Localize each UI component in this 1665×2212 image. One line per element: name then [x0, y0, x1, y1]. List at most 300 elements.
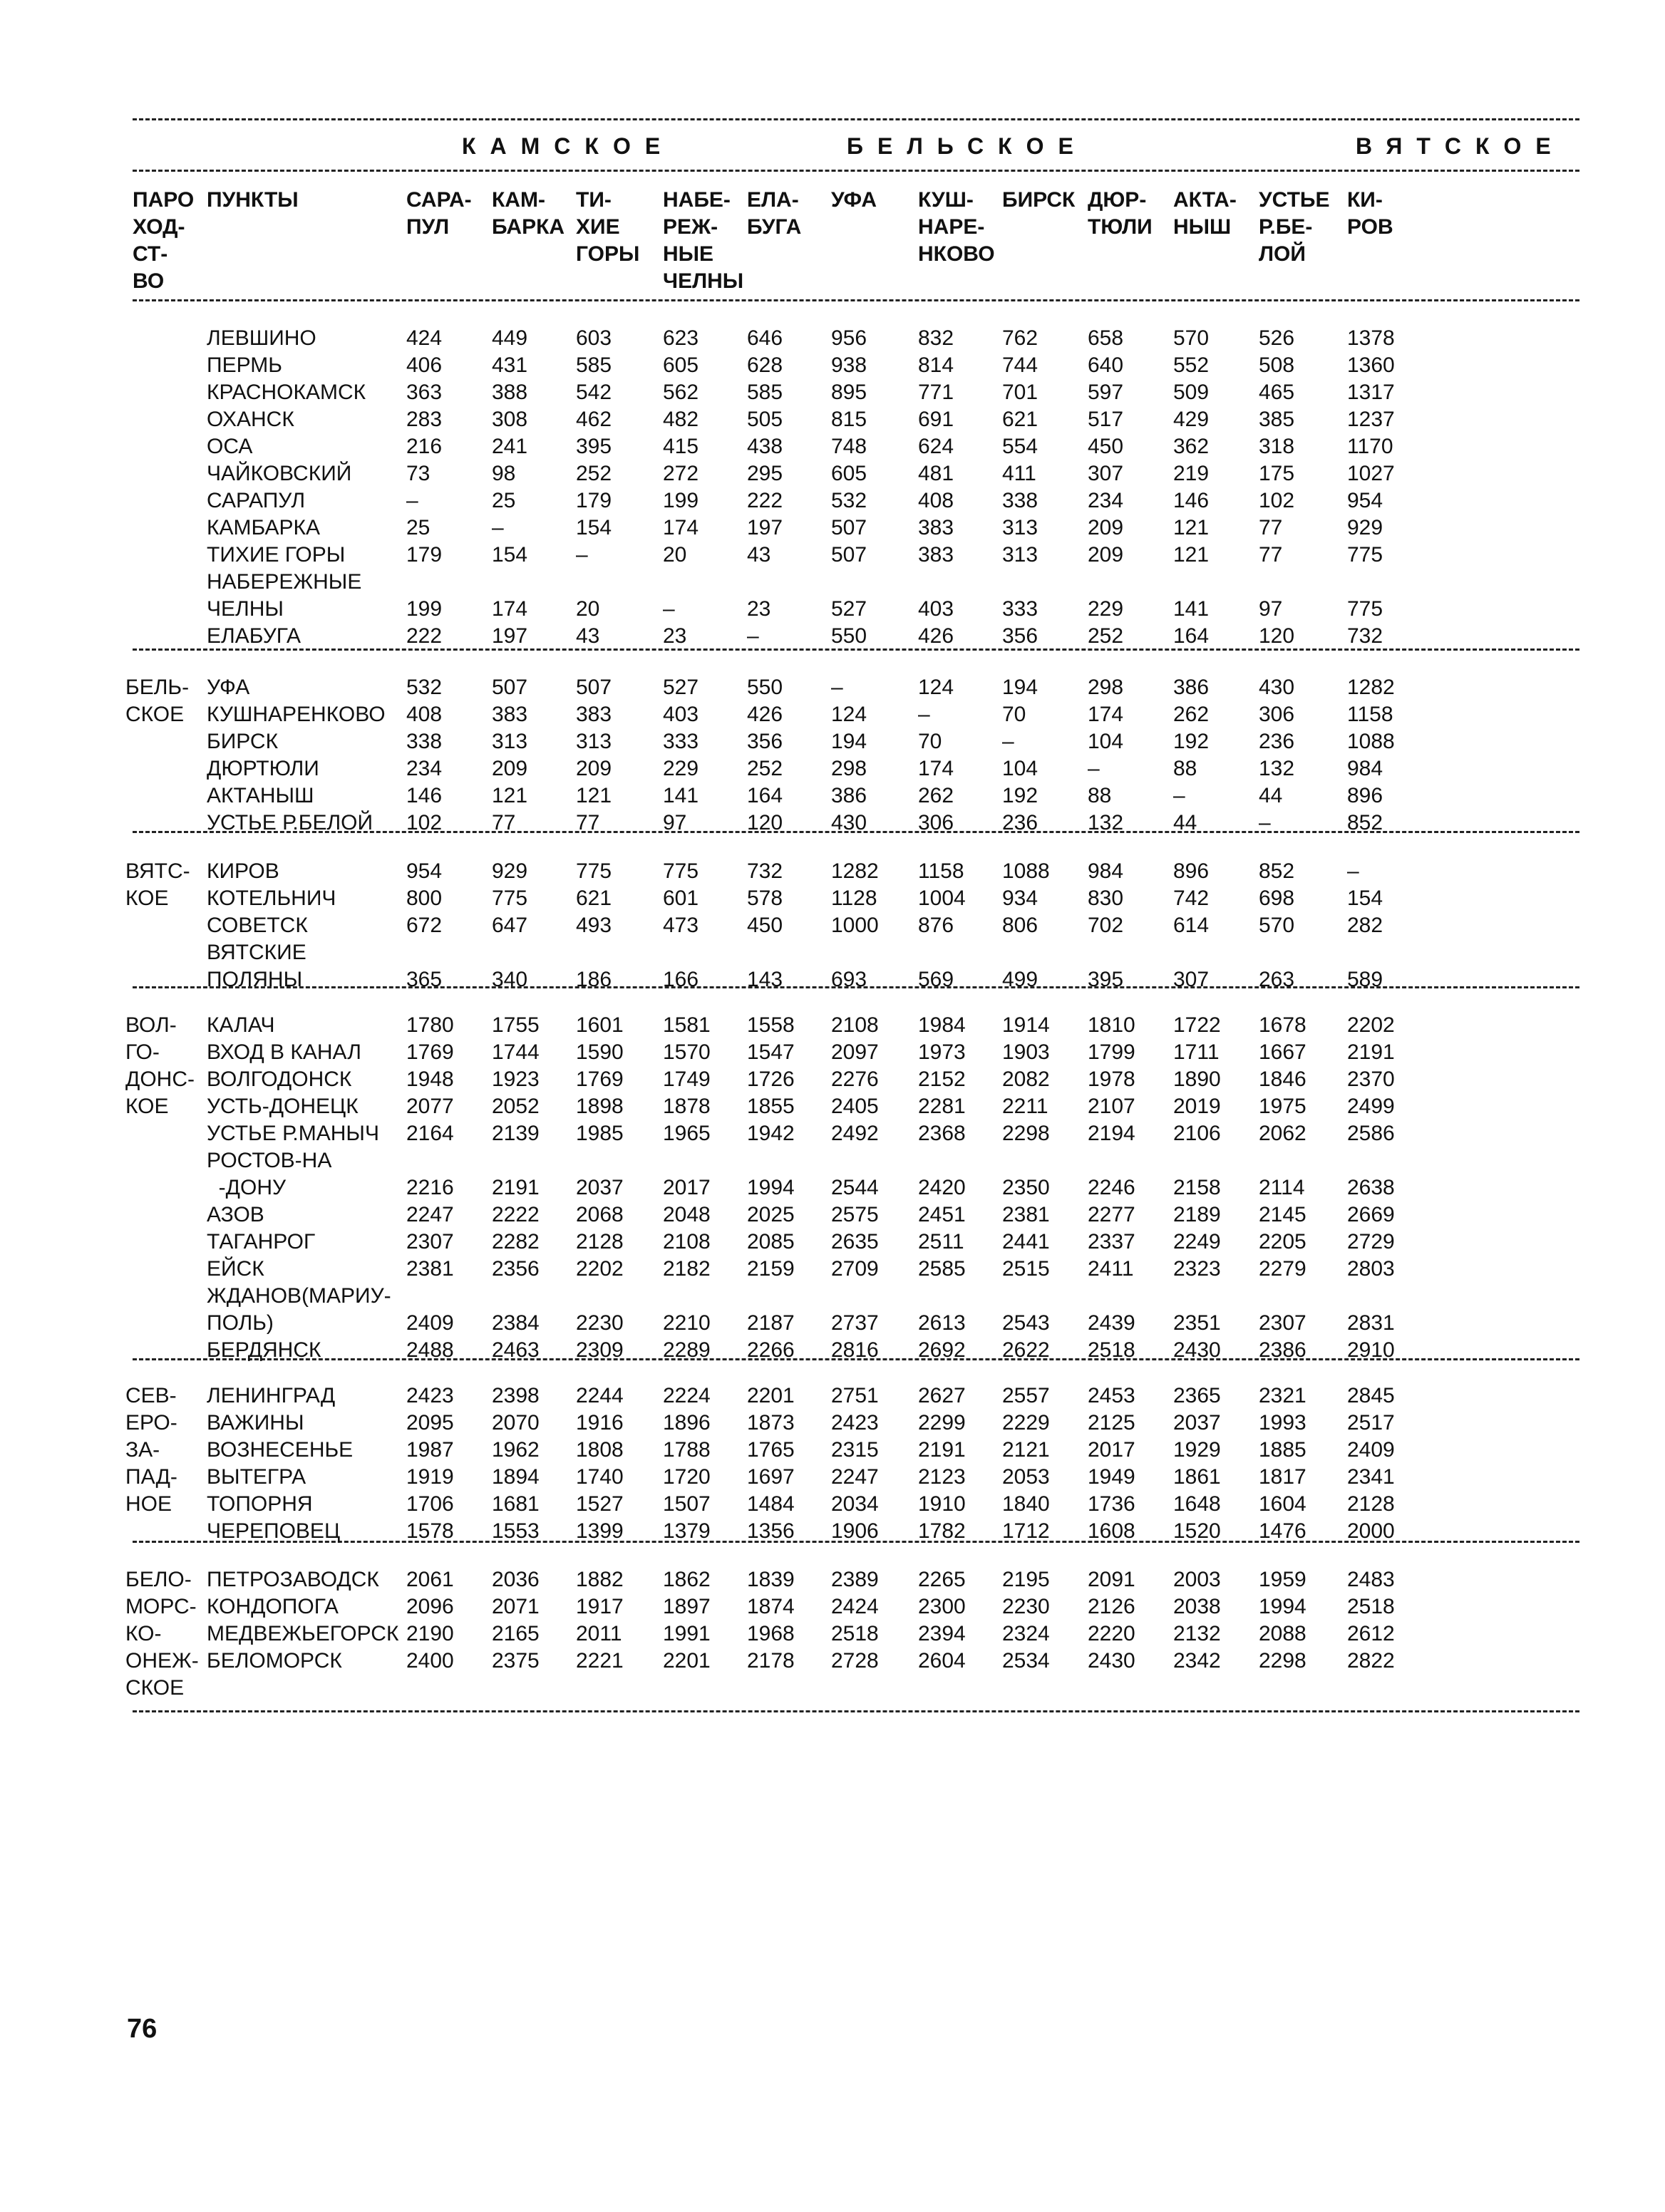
table-cell: 2108 — [831, 1013, 879, 1037]
table-cell: 605 — [663, 353, 699, 377]
table-cell: 2247 — [406, 1203, 454, 1226]
table-cell: 146 — [1173, 489, 1210, 512]
table-cell: 852 — [1347, 811, 1383, 834]
table-cell: 1862 — [663, 1568, 711, 1591]
table-cell: 234 — [1088, 489, 1124, 512]
table-cell: 2729 — [1347, 1230, 1395, 1254]
table-cell: 2037 — [576, 1176, 624, 1199]
row-name: КОНДОПОГА — [207, 1595, 339, 1618]
table-cell: 1706 — [406, 1492, 454, 1516]
row-name: УСТЬЕ Р.БЕЛОЙ — [207, 811, 373, 834]
table-cell: 2324 — [1002, 1622, 1050, 1645]
table-cell: 771 — [918, 381, 954, 404]
table-cell: 141 — [1173, 597, 1210, 621]
table-cell: 2845 — [1347, 1384, 1395, 1407]
table-cell: 2315 — [831, 1438, 879, 1462]
table-cell: 2441 — [1002, 1230, 1050, 1254]
table-cell: – — [918, 703, 930, 726]
table-cell: 2638 — [1347, 1176, 1395, 1199]
table-cell: 1736 — [1088, 1492, 1135, 1516]
table-cell: 2194 — [1088, 1122, 1135, 1145]
table-cell: 120 — [1259, 624, 1295, 648]
table-cell: 262 — [1173, 703, 1210, 726]
table-cell: 526 — [1259, 326, 1295, 350]
table-cell: 1782 — [918, 1519, 966, 1543]
table-cell: 507 — [831, 543, 867, 567]
table-cell: 1840 — [1002, 1492, 1050, 1516]
row-name: ВЯТСКИЕ ПОЛЯНЫ — [207, 941, 306, 991]
table-cell: 2515 — [1002, 1257, 1050, 1281]
table-cell: 744 — [1002, 353, 1038, 377]
table-cell: 658 — [1088, 326, 1124, 350]
row-name: САРАПУЛ — [207, 489, 306, 512]
column-header-2: КАМ- БАРКА — [492, 188, 565, 239]
table-cell: 236 — [1002, 811, 1038, 834]
table-cell: 97 — [663, 811, 687, 834]
table-cell: 141 — [663, 784, 699, 807]
table-cell: 562 — [663, 381, 699, 404]
table-cell: 362 — [1173, 435, 1210, 458]
table-cell: 2126 — [1088, 1595, 1135, 1618]
table-cell: 43 — [747, 543, 771, 567]
table-cell: 1088 — [1002, 859, 1050, 883]
table-cell: 2822 — [1347, 1649, 1395, 1673]
table-cell: 2394 — [918, 1622, 966, 1645]
table-cell: 88 — [1088, 784, 1112, 807]
table-cell: 426 — [918, 624, 954, 648]
table-cell: 450 — [1088, 435, 1124, 458]
table-cell: 1780 — [406, 1013, 454, 1037]
table-cell: 1903 — [1002, 1040, 1050, 1064]
table-cell: 403 — [918, 597, 954, 621]
row-name: НАБЕРЕЖНЫЕ ЧЕЛНЫ — [207, 570, 362, 621]
table-cell: 363 — [406, 381, 443, 404]
table-cell: 174 — [1088, 703, 1124, 726]
table-cell: 252 — [747, 757, 783, 780]
table-cell: 2831 — [1347, 1311, 1395, 1335]
table-cell: 1158 — [918, 859, 964, 883]
table-cell: 438 — [747, 435, 783, 458]
table-cell: 2405 — [831, 1095, 879, 1118]
column-header-11: УСТЬЕ Р.БЕ- ЛОЙ — [1259, 188, 1330, 266]
page-number: 76 — [127, 2014, 158, 2044]
table-cell: 2190 — [406, 1622, 454, 1645]
table-cell: 1808 — [576, 1438, 624, 1462]
table-cell: 395 — [1088, 968, 1124, 991]
table-cell: 2121 — [1002, 1438, 1050, 1462]
table-cell: 313 — [1002, 516, 1038, 539]
table-cell: 307 — [1173, 968, 1210, 991]
table-cell: 499 — [1002, 968, 1038, 991]
table-cell: 2107 — [1088, 1095, 1135, 1118]
table-cell: 2128 — [1347, 1492, 1395, 1516]
table-cell: 2737 — [831, 1311, 879, 1335]
table-cell: 2430 — [1088, 1649, 1135, 1673]
table-cell: 2627 — [918, 1384, 966, 1407]
table-cell: 1648 — [1173, 1492, 1221, 1516]
table-cell: 424 — [406, 326, 443, 350]
table-cell: 775 — [576, 859, 612, 883]
table-cell: 895 — [831, 381, 867, 404]
table-cell: 2095 — [406, 1411, 454, 1435]
table-cell: 1379 — [663, 1519, 711, 1543]
rule-under-groups — [133, 170, 1579, 172]
table-cell: 1158 — [1347, 703, 1393, 726]
table-cell: 2211 — [1002, 1095, 1048, 1118]
table-cell: 236 — [1259, 730, 1295, 753]
row-name: ВЫТЕГРА — [207, 1465, 306, 1489]
column-header-7: КУШ- НАРЕ- НКОВО — [918, 188, 995, 266]
row-name: ЛЕНИНГРАД — [207, 1384, 336, 1407]
table-cell: 2398 — [492, 1384, 540, 1407]
table-cell: 830 — [1088, 887, 1124, 910]
table-cell: 121 — [1173, 543, 1210, 567]
table-cell: 154 — [576, 516, 612, 539]
table-cell: 2189 — [1173, 1203, 1221, 1226]
table-cell: 23 — [663, 624, 687, 648]
table-cell: 1965 — [663, 1122, 711, 1145]
table-cell: 603 — [576, 326, 612, 350]
table-cell: 1570 — [663, 1040, 711, 1064]
table-cell: 1882 — [576, 1568, 624, 1591]
table-cell: 2341 — [1347, 1465, 1395, 1489]
table-cell: 2191 — [1347, 1040, 1395, 1064]
table-cell: 954 — [406, 859, 443, 883]
table-cell: 2052 — [492, 1095, 540, 1118]
header-punkty: ПУНКТЫ — [207, 188, 299, 212]
table-cell: 2439 — [1088, 1311, 1135, 1335]
table-cell: 517 — [1088, 408, 1124, 431]
table-cell: 815 — [831, 408, 867, 431]
table-cell: 1962 — [492, 1438, 540, 1462]
table-cell: 2178 — [747, 1649, 795, 1673]
row-name: БЕРДЯНСК — [207, 1338, 321, 1362]
table-cell: 383 — [918, 516, 954, 539]
table-cell: 121 — [1173, 516, 1210, 539]
table-cell: 2159 — [747, 1257, 795, 1281]
table-cell: 426 — [747, 703, 783, 726]
table-cell: 2575 — [831, 1203, 879, 1226]
row-name: ВАЖИНЫ — [207, 1411, 304, 1435]
row-name: ЛЕВШИНО — [207, 326, 316, 350]
table-cell: 775 — [1347, 597, 1383, 621]
table-cell: 2000 — [1347, 1519, 1395, 1543]
table-cell: 2249 — [1173, 1230, 1221, 1254]
row-name: АЗОВ — [207, 1203, 264, 1226]
table-cell: 2543 — [1002, 1311, 1050, 1335]
table-cell: 395 — [576, 435, 612, 458]
table-cell: 2557 — [1002, 1384, 1050, 1407]
group-header-belaya: БЕЛЬСКОЕ — [847, 133, 1088, 159]
table-cell: 1890 — [1173, 1068, 1221, 1091]
table-cell: 1740 — [576, 1465, 624, 1489]
table-cell: – — [1088, 757, 1100, 780]
table-cell: 2017 — [663, 1176, 711, 1199]
table-cell: 252 — [576, 462, 612, 485]
table-cell: 1604 — [1259, 1492, 1306, 1516]
table-cell: 493 — [576, 914, 612, 937]
table-cell: 1722 — [1173, 1013, 1221, 1037]
table-cell: 70 — [1002, 703, 1026, 726]
table-cell: 732 — [1347, 624, 1383, 648]
table-cell: 2061 — [406, 1568, 454, 1591]
table-cell: 1712 — [1002, 1519, 1050, 1543]
table-cell: – — [1259, 811, 1271, 834]
table-cell: 1942 — [747, 1122, 795, 1145]
table-cell: 482 — [663, 408, 699, 431]
table-cell: 197 — [747, 516, 783, 539]
table-cell: 1282 — [1347, 676, 1395, 699]
table-cell: 1476 — [1259, 1519, 1306, 1543]
table-cell: 1991 — [663, 1622, 711, 1645]
table-cell: 2307 — [406, 1230, 454, 1254]
table-cell: 2499 — [1347, 1095, 1395, 1118]
table-cell: 585 — [747, 381, 783, 404]
table-cell: 2492 — [831, 1122, 879, 1145]
table-cell: 174 — [492, 597, 528, 621]
table-cell: 199 — [406, 597, 443, 621]
table-cell: 2222 — [492, 1203, 540, 1226]
table-cell: 2220 — [1088, 1622, 1135, 1645]
table-cell: 2409 — [406, 1311, 454, 1335]
table-cell: 340 — [492, 968, 528, 991]
table-cell: 174 — [663, 516, 699, 539]
table-cell: 308 — [492, 408, 528, 431]
rule-bottom — [133, 1710, 1579, 1712]
table-cell: 532 — [406, 676, 443, 699]
table-cell: 2307 — [1259, 1311, 1306, 1335]
table-cell: 154 — [492, 543, 528, 567]
column-header-4: НАБЕ- РЕЖ- НЫЕ ЧЕЛНЫ — [663, 188, 744, 293]
row-name: УСТЬЕ Р.МАНЫЧ — [207, 1122, 379, 1145]
table-cell: 449 — [492, 326, 528, 350]
table-cell: 102 — [406, 811, 443, 834]
table-cell: 1817 — [1259, 1465, 1306, 1489]
table-cell: 1985 — [576, 1122, 624, 1145]
table-cell: 164 — [747, 784, 783, 807]
table-cell: – — [492, 516, 504, 539]
table-cell: 2350 — [1002, 1176, 1050, 1199]
table-cell: 2276 — [831, 1068, 879, 1091]
table-cell: 775 — [492, 887, 528, 910]
table-cell: 2300 — [918, 1595, 966, 1618]
table-cell: 1885 — [1259, 1438, 1306, 1462]
table-cell: 876 — [918, 914, 954, 937]
table-cell: 263 — [1259, 968, 1295, 991]
table-cell: 104 — [1002, 757, 1038, 780]
table-cell: 272 — [663, 462, 699, 485]
table-cell: 338 — [406, 730, 443, 753]
row-name: УФА — [207, 676, 250, 699]
table-cell: 2145 — [1259, 1203, 1306, 1226]
table-cell: 2356 — [492, 1257, 540, 1281]
table-cell: 672 — [406, 914, 443, 937]
table-cell: 154 — [1347, 887, 1383, 910]
table-cell: 77 — [576, 811, 600, 834]
table-cell: 1720 — [663, 1465, 711, 1489]
table-cell: 2728 — [831, 1649, 879, 1673]
table-cell: 386 — [1173, 676, 1210, 699]
table-cell: – — [831, 676, 843, 699]
table-cell: 896 — [1347, 784, 1383, 807]
table-cell: 403 — [663, 703, 699, 726]
table-cell: 2321 — [1259, 1384, 1306, 1407]
table-cell: 2187 — [747, 1311, 795, 1335]
table-cell: 1360 — [1347, 353, 1395, 377]
section-label: СЕВ- ЕРО- ЗА- ПАД- НОЕ — [125, 1384, 177, 1516]
table-cell: 601 — [663, 887, 699, 910]
table-cell: 1399 — [576, 1519, 624, 1543]
table-cell: 1916 — [576, 1411, 624, 1435]
table-cell: 800 — [406, 887, 443, 910]
table-cell: 1987 — [406, 1438, 454, 1462]
table-cell: 1968 — [747, 1622, 795, 1645]
table-cell: 1755 — [492, 1013, 540, 1037]
column-header-12: КИ- РОВ — [1347, 188, 1393, 239]
table-cell: 2191 — [918, 1438, 966, 1462]
row-name: ЕЛАБУГА — [207, 624, 301, 648]
row-name: ТАГАНРОГ — [207, 1230, 316, 1254]
table-cell: 2048 — [663, 1203, 711, 1226]
row-name: ВОЛГОДОНСК — [207, 1068, 352, 1091]
column-header-6: УФА — [831, 188, 877, 212]
table-cell: 1919 — [406, 1465, 454, 1489]
table-cell: 356 — [747, 730, 783, 753]
table-cell: 1553 — [492, 1519, 540, 1543]
table-cell: 1378 — [1347, 326, 1395, 350]
row-name: КОТЕЛЬНИЧ — [207, 887, 336, 910]
row-name: ВХОД В КАНАЛ — [207, 1040, 361, 1064]
table-cell: 1839 — [747, 1568, 795, 1591]
table-cell: 1578 — [406, 1519, 454, 1543]
row-name: КАЛАЧ — [207, 1013, 275, 1037]
row-name: ЖДАНОВ(МАРИУ- ПОЛЬ) — [207, 1284, 391, 1335]
table-cell: 806 — [1002, 914, 1038, 937]
rule-top — [133, 118, 1579, 120]
table-cell: 691 — [918, 408, 954, 431]
table-cell: 383 — [576, 703, 612, 726]
table-cell: 179 — [576, 489, 612, 512]
table-cell: 2622 — [1002, 1338, 1050, 1362]
table-cell: 2816 — [831, 1338, 879, 1362]
table-cell: 2483 — [1347, 1568, 1395, 1591]
table-cell: 508 — [1259, 353, 1295, 377]
table-cell: 1873 — [747, 1411, 795, 1435]
table-cell: 550 — [747, 676, 783, 699]
table-cell: 1898 — [576, 1095, 624, 1118]
table-cell: 2423 — [406, 1384, 454, 1407]
table-cell: 338 — [1002, 489, 1038, 512]
table-cell: 2034 — [831, 1492, 879, 1516]
table-cell: 570 — [1259, 914, 1295, 937]
table-cell: 2351 — [1173, 1311, 1221, 1335]
table-cell: 896 — [1173, 859, 1210, 883]
table-cell: 2669 — [1347, 1203, 1395, 1226]
table-cell: 1000 — [831, 914, 879, 937]
table-cell: 2011 — [576, 1622, 622, 1645]
table-cell: 628 — [747, 353, 783, 377]
table-cell: 241 — [492, 435, 528, 458]
table-cell: 2451 — [918, 1203, 966, 1226]
table-cell: 282 — [1347, 914, 1383, 937]
table-cell: 2202 — [576, 1257, 624, 1281]
row-name: КРАСНОКАМСК — [207, 381, 366, 404]
table-cell: 1788 — [663, 1438, 711, 1462]
table-cell: 1973 — [918, 1040, 966, 1064]
table-cell: 2123 — [918, 1465, 966, 1489]
table-cell: 164 — [1173, 624, 1210, 648]
table-cell: 552 — [1173, 353, 1210, 377]
row-name: ДЮРТЮЛИ — [207, 757, 319, 780]
table-cell: 1984 — [918, 1013, 966, 1037]
table-cell: 2082 — [1002, 1068, 1050, 1091]
table-cell: 124 — [831, 703, 867, 726]
table-cell: 2389 — [831, 1568, 879, 1591]
table-cell: 2400 — [406, 1649, 454, 1673]
table-cell: 550 — [831, 624, 867, 648]
row-name: ЧАЙКОВСКИЙ — [207, 462, 352, 485]
row-name: УСТЬ-ДОНЕЦК — [207, 1095, 359, 1118]
table-cell: 2096 — [406, 1595, 454, 1618]
table-cell: 2246 — [1088, 1176, 1135, 1199]
table-cell: 473 — [663, 914, 699, 937]
table-cell: – — [576, 543, 588, 567]
table-cell: 578 — [747, 887, 783, 910]
table-cell: 2282 — [492, 1230, 540, 1254]
table-cell: 954 — [1347, 489, 1383, 512]
table-cell: 2128 — [576, 1230, 624, 1254]
table-cell: 698 — [1259, 887, 1295, 910]
table-cell: 2375 — [492, 1649, 540, 1673]
table-cell: 2182 — [663, 1257, 711, 1281]
table-cell: 2088 — [1259, 1622, 1306, 1645]
table-cell: 1769 — [406, 1040, 454, 1064]
table-cell: 1994 — [1259, 1595, 1306, 1618]
table-cell: 2424 — [831, 1595, 879, 1618]
table-cell: 929 — [1347, 516, 1383, 539]
table-cell: 597 — [1088, 381, 1124, 404]
table-cell: 542 — [576, 381, 612, 404]
table-cell: 1282 — [831, 859, 879, 883]
table-cell: 97 — [1259, 597, 1283, 621]
table-cell: 585 — [576, 353, 612, 377]
table-cell: 2488 — [406, 1338, 454, 1362]
table-cell: 386 — [831, 784, 867, 807]
row-name: БЕЛОМОРСК — [207, 1649, 342, 1673]
column-header-8: БИРСК — [1002, 188, 1076, 212]
table-cell: 1581 — [663, 1013, 711, 1037]
table-cell: 179 — [406, 543, 443, 567]
table-cell: 385 — [1259, 408, 1295, 431]
table-cell: 430 — [1259, 676, 1295, 699]
column-header-3: ТИ- ХИЕ ГОРЫ — [576, 188, 640, 266]
header-parokhodstvo: ПАРО ХОД- СТ- ВО — [133, 188, 195, 293]
table-cell: 527 — [663, 676, 699, 699]
table-cell: 832 — [918, 326, 954, 350]
table-cell: 1484 — [747, 1492, 795, 1516]
table-cell: 132 — [1088, 811, 1124, 834]
group-header-vyatka: ВЯТСКОЕ — [1356, 133, 1565, 159]
table-cell: 640 — [1088, 353, 1124, 377]
row-name: ОХАНСК — [207, 408, 294, 431]
table-cell: 2365 — [1173, 1384, 1221, 1407]
row-name: СОВЕТСК — [207, 914, 308, 937]
table-cell: – — [1173, 784, 1185, 807]
table-cell: 1558 — [747, 1013, 795, 1037]
table-cell: 2106 — [1173, 1122, 1221, 1145]
table-cell: 25 — [406, 516, 431, 539]
table-cell: 383 — [918, 543, 954, 567]
